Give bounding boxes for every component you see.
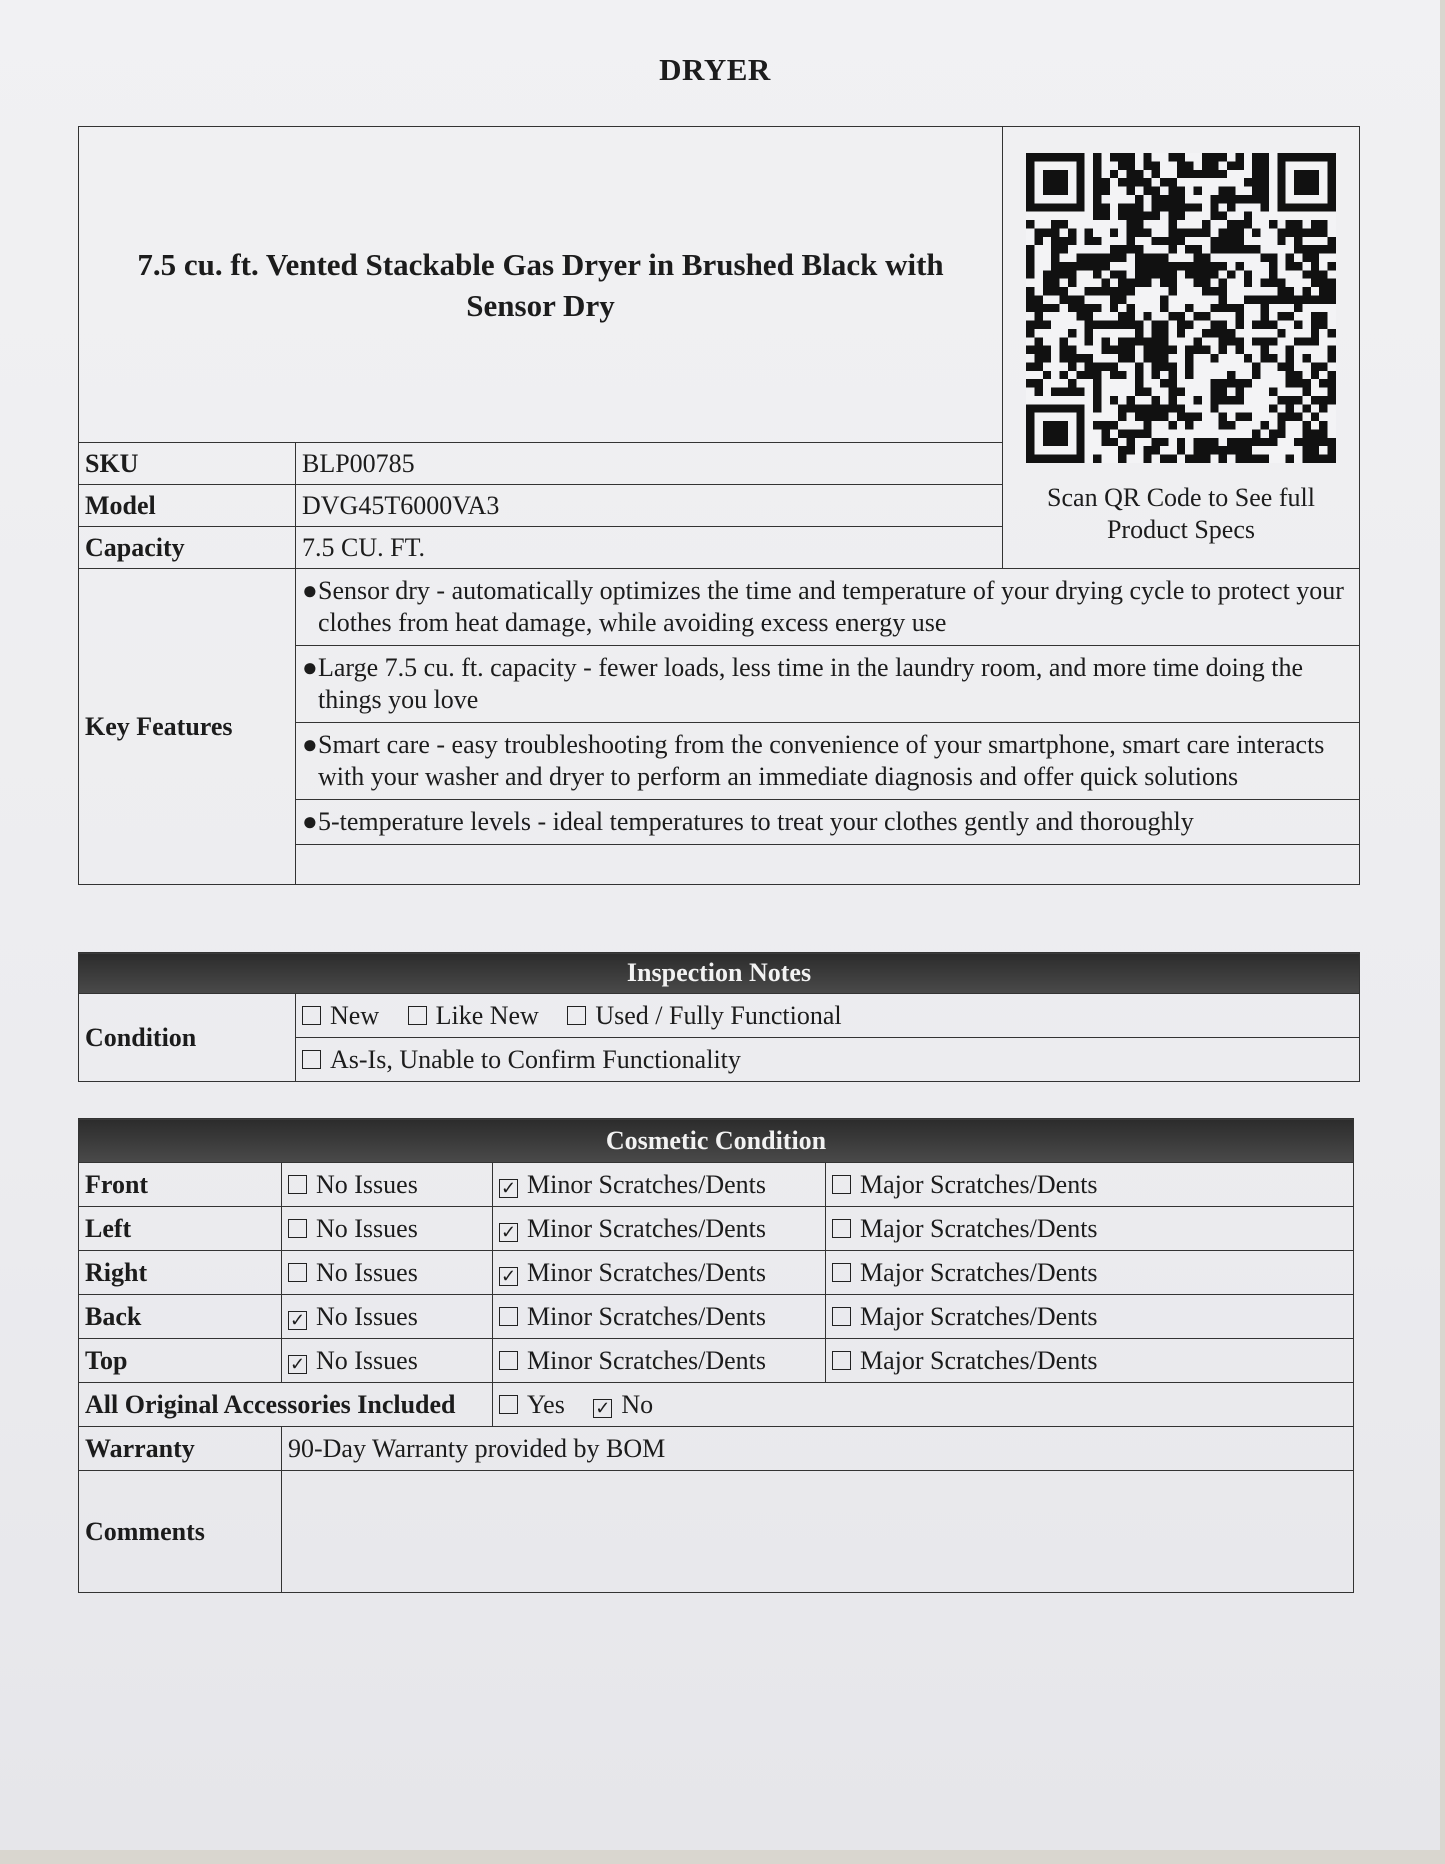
feature-text: Large 7.5 cu. ft. capacity - fewer loads, less time in the laundry room, and more time doing the things you love [318, 653, 1304, 714]
side-label: Front [79, 1163, 282, 1207]
option-major[interactable] [826, 1295, 1354, 1339]
checkbox-icon[interactable] [832, 1219, 851, 1238]
cosmetic-row [79, 1339, 1354, 1383]
option-label: Major Scratches/Dents [860, 1345, 1098, 1375]
comments-label: Comments [79, 1471, 282, 1593]
option-major[interactable] [826, 1251, 1354, 1295]
side-label: Back [79, 1295, 282, 1339]
checkbox-icon[interactable] [832, 1351, 851, 1370]
spec-label-sku: SKU [79, 443, 296, 485]
checkbox-icon[interactable] [288, 1219, 307, 1238]
key-features-label: Key Features [79, 569, 296, 885]
accessories-yes[interactable] [499, 1390, 565, 1419]
option-label: Minor Scratches/Dents [527, 1213, 767, 1243]
option-like-new[interactable] [408, 1001, 539, 1030]
spec-label-model: Model [79, 485, 296, 527]
option-label: Minor Scratches/Dents [527, 1257, 767, 1287]
option-no-issues[interactable] [282, 1251, 493, 1295]
option-label: Like New [435, 1000, 539, 1030]
option-label: No Issues [316, 1213, 418, 1243]
option-major[interactable] [826, 1207, 1354, 1251]
checkbox-icon[interactable] [499, 1351, 518, 1370]
checkbox-icon[interactable] [499, 1307, 518, 1326]
product-name: 7.5 cu. ft. Vented Stackable Gas Dryer in Brushed Black with Sensor Dry [79, 127, 1003, 443]
option-no-issues[interactable] [282, 1339, 493, 1383]
checkbox-icon[interactable]: ✓ [289, 1309, 306, 1330]
side-label: Top [79, 1339, 282, 1383]
option-used[interactable] [567, 1001, 841, 1030]
condition-options-row [296, 994, 1360, 1038]
qr-code-icon [1026, 153, 1336, 463]
side-label: Right [79, 1251, 282, 1295]
option-label: Major Scratches/Dents [860, 1301, 1098, 1331]
option-label: Used / Fully Functional [595, 1000, 842, 1030]
spec-value-model: DVG45T6000VA3 [296, 485, 1003, 527]
option-label: Yes [527, 1389, 565, 1419]
inspection-header: Inspection Notes [79, 953, 1360, 994]
option-label: Minor Scratches/Dents [527, 1169, 767, 1199]
checkbox-icon[interactable] [408, 1006, 427, 1025]
accessories-options [493, 1383, 1354, 1427]
option-major[interactable] [826, 1163, 1354, 1207]
cosmetic-row [79, 1251, 1354, 1295]
checkbox-icon[interactable] [288, 1175, 307, 1194]
checkbox-icon[interactable]: ✓ [500, 1177, 517, 1198]
option-minor[interactable] [493, 1207, 826, 1251]
option-minor[interactable] [493, 1251, 826, 1295]
condition-label: Condition [79, 994, 296, 1082]
option-label: No Issues [316, 1169, 418, 1199]
bullet-icon: ● [302, 576, 318, 605]
checkbox-icon[interactable] [499, 1395, 518, 1414]
option-no-issues[interactable] [282, 1295, 493, 1339]
feature-item [296, 800, 1360, 845]
checkbox-icon[interactable]: ✓ [595, 1397, 611, 1418]
cosmetic-table [78, 1118, 1354, 1593]
qr-cell [1003, 127, 1360, 569]
cosmetic-row [79, 1295, 1354, 1339]
warranty-value: 90-Day Warranty provided by BOM [282, 1427, 1354, 1471]
option-label: Major Scratches/Dents [860, 1213, 1098, 1243]
qr-caption: Scan QR Code to See full Product Specs [1047, 483, 1315, 544]
warranty-label: Warranty [79, 1427, 282, 1471]
option-minor[interactable] [493, 1339, 826, 1383]
feature-empty-row [296, 845, 1360, 885]
checkbox-icon[interactable] [302, 1050, 321, 1069]
option-label: No Issues [316, 1301, 418, 1331]
option-label: Major Scratches/Dents [860, 1169, 1098, 1199]
cosmetic-row [79, 1163, 1354, 1207]
option-label: Minor Scratches/Dents [527, 1345, 767, 1375]
checkbox-icon[interactable]: ✓ [500, 1265, 517, 1286]
checkbox-icon[interactable] [302, 1006, 321, 1025]
option-label: No [621, 1389, 654, 1419]
condition-options-row [296, 1038, 1360, 1082]
feature-item [296, 569, 1360, 646]
option-label: New [330, 1000, 380, 1030]
option-label: As-Is, Unable to Confirm Functionality [330, 1044, 741, 1074]
bullet-icon: ● [302, 653, 318, 682]
accessories-no[interactable] [593, 1390, 653, 1419]
checkbox-icon[interactable]: ✓ [500, 1221, 517, 1242]
spec-value-sku: BLP00785 [296, 443, 1003, 485]
side-label: Left [79, 1207, 282, 1251]
option-label: Minor Scratches/Dents [527, 1301, 767, 1331]
checkbox-icon[interactable] [832, 1263, 851, 1282]
checkbox-icon[interactable] [832, 1175, 851, 1194]
option-minor[interactable] [493, 1163, 826, 1207]
option-label: No Issues [316, 1345, 418, 1375]
page-title: DRYER [659, 52, 771, 87]
checkbox-icon[interactable]: ✓ [289, 1353, 306, 1374]
option-label: Major Scratches/Dents [860, 1257, 1098, 1287]
checkbox-icon[interactable] [288, 1263, 307, 1282]
checkbox-icon[interactable] [567, 1006, 586, 1025]
feature-text: 5-temperature levels - ideal temperatures to treat your clothes gently and thoroughly [318, 807, 1194, 836]
inspection-table [78, 952, 1360, 1082]
cosmetic-rows [79, 1163, 1354, 1383]
spec-value-capacity: 7.5 CU. FT. [296, 527, 1003, 569]
feature-text: Sensor dry - automatically optimizes the time and temperature of your drying cycle to protect your clothes from heat damage, while avoiding excess energy use [318, 576, 1344, 637]
bullet-icon: ● [302, 730, 318, 759]
option-minor[interactable] [493, 1295, 826, 1339]
option-new[interactable] [302, 1001, 379, 1030]
option-as-is[interactable] [302, 1045, 741, 1074]
spec-label-capacity: Capacity [79, 527, 296, 569]
option-label: No Issues [316, 1257, 418, 1287]
option-no-issues[interactable] [282, 1163, 493, 1207]
feature-text: Smart care - easy troubleshooting from the convenience of your smartphone, smart care interacts with your washer and dryer to perform an immediate diagnosis and offer quick solutions [318, 730, 1325, 791]
accessories-label: All Original Accessories Included [79, 1383, 493, 1427]
comments-field[interactable] [282, 1471, 1354, 1593]
cosmetic-header: Cosmetic Condition [79, 1119, 1354, 1163]
cosmetic-row [79, 1207, 1354, 1251]
feature-item [296, 723, 1360, 800]
feature-item [296, 646, 1360, 723]
checkbox-icon[interactable] [832, 1307, 851, 1326]
bullet-icon: ● [302, 807, 318, 836]
product-table [78, 126, 1360, 885]
option-major[interactable] [826, 1339, 1354, 1383]
option-no-issues[interactable] [282, 1207, 493, 1251]
